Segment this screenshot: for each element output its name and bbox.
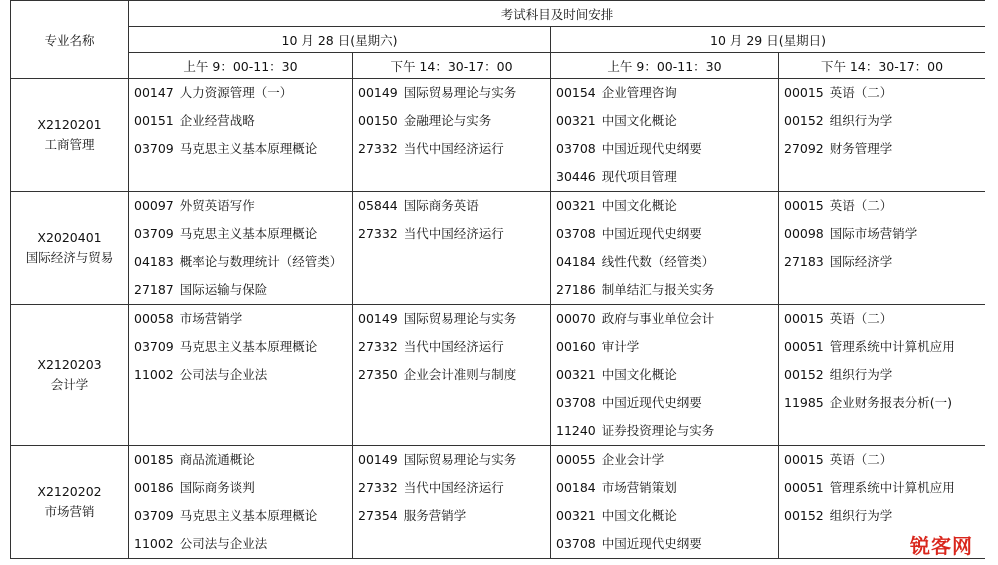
major-code: X2120201 [37, 117, 102, 132]
course-code: 00149 [358, 311, 398, 326]
course-item [784, 446, 985, 474]
course-cell-d2-pm [779, 79, 986, 192]
course-code: 00152 [784, 367, 824, 382]
course-item [556, 474, 778, 502]
course-name: 制单结汇与报关实务 [601, 282, 715, 297]
course-code: 00185 [134, 452, 174, 467]
course-code: 00152 [784, 508, 824, 523]
course-code: 03709 [134, 226, 174, 241]
course-name: 商品流通概论 [179, 452, 255, 467]
course-item [556, 135, 778, 163]
course-code: 00058 [134, 311, 174, 326]
session-header-oct29-pm: 下午 14：30-17：00 [779, 53, 986, 79]
course-code: 00098 [784, 226, 824, 241]
course-name: 市场营销策划 [601, 480, 677, 495]
course-name: 马克思主义基本原理概论 [179, 339, 318, 354]
course-name: 人力资源管理（一） [179, 85, 293, 100]
course-name: 英语（二） [829, 85, 893, 100]
course-name: 中国近现代史纲要 [601, 226, 702, 241]
course-item [784, 361, 985, 389]
course-name: 马克思主义基本原理概论 [179, 226, 318, 241]
course-code: 11240 [556, 423, 596, 438]
course-item [134, 248, 352, 276]
course-item [784, 248, 985, 276]
course-code: 03708 [556, 141, 596, 156]
course-name: 马克思主义基本原理概论 [179, 508, 318, 523]
course-cell-d2-am [551, 305, 779, 446]
major-row [11, 305, 986, 446]
course-cell-d1-am [129, 446, 353, 559]
course-code: 00152 [784, 113, 824, 128]
course-code: 00015 [784, 198, 824, 213]
course-item [556, 163, 778, 191]
course-item [556, 220, 778, 248]
course-code: 00154 [556, 85, 596, 100]
course-code: 11002 [134, 367, 174, 382]
course-code: 11985 [784, 395, 824, 410]
course-item [134, 474, 352, 502]
course-item [784, 333, 985, 361]
course-code: 03709 [134, 339, 174, 354]
course-name: 金融理论与实务 [403, 113, 492, 128]
course-cell-d2-am [551, 192, 779, 305]
course-name: 管理系统中计算机应用 [829, 480, 955, 495]
course-code: 00149 [358, 452, 398, 467]
course-code: 27332 [358, 141, 398, 156]
course-name: 企业会计准则与制度 [403, 367, 517, 382]
major-cell [11, 79, 129, 192]
course-cell-d1-pm [353, 192, 551, 305]
major-name: 工商管理 [44, 137, 95, 152]
course-code: 05844 [358, 198, 398, 213]
course-code: 27332 [358, 339, 398, 354]
course-code: 00186 [134, 480, 174, 495]
course-cell-d1-am [129, 305, 353, 446]
course-code: 27186 [556, 282, 596, 297]
course-name: 证券投资理论与实务 [601, 423, 715, 438]
course-code: 04184 [556, 254, 596, 269]
course-code: 11002 [134, 536, 174, 551]
major-name-header: 专业名称 [11, 1, 129, 79]
course-item [134, 192, 352, 220]
exam-schedule-sheet [10, 0, 985, 565]
course-name: 公司法与企业法 [179, 536, 268, 551]
course-item [358, 333, 550, 361]
course-name: 中国文化概论 [601, 508, 677, 523]
course-code: 00321 [556, 508, 596, 523]
course-item [358, 474, 550, 502]
course-name: 企业管理咨询 [601, 85, 677, 100]
course-item [358, 502, 550, 530]
course-item [784, 135, 985, 163]
major-cell [11, 305, 129, 446]
course-name: 国际经济学 [829, 254, 893, 269]
course-code: 03708 [556, 395, 596, 410]
course-item [784, 502, 985, 530]
major-code: X2120202 [37, 484, 102, 499]
course-item [556, 333, 778, 361]
course-name: 马克思主义基本原理概论 [179, 141, 318, 156]
course-name: 当代中国经济运行 [403, 339, 504, 354]
course-code: 00151 [134, 113, 174, 128]
course-name: 财务管理学 [829, 141, 893, 156]
course-item [556, 361, 778, 389]
course-code: 00149 [358, 85, 398, 100]
major-cell [11, 192, 129, 305]
course-name: 国际贸易理论与实务 [403, 311, 517, 326]
major-row [11, 446, 986, 559]
course-code: 27183 [784, 254, 824, 269]
course-item [556, 107, 778, 135]
course-name: 国际市场营销学 [829, 226, 918, 241]
course-item [134, 220, 352, 248]
course-item [556, 530, 778, 558]
course-name: 公司法与企业法 [179, 367, 268, 382]
course-item [556, 305, 778, 333]
course-item [134, 135, 352, 163]
course-item [784, 79, 985, 107]
course-code: 00015 [784, 311, 824, 326]
course-code: 00051 [784, 480, 824, 495]
course-code: 00150 [358, 113, 398, 128]
schedule-title: 考试科目及时间安排 [129, 1, 986, 27]
major-name: 市场营销 [44, 504, 95, 519]
course-code: 03709 [134, 508, 174, 523]
course-name: 英语（二） [829, 452, 893, 467]
course-code: 00070 [556, 311, 596, 326]
course-code: 27332 [358, 226, 398, 241]
course-item [134, 305, 352, 333]
course-item [358, 107, 550, 135]
course-item [134, 276, 352, 304]
watermark-logo: 锐客网 [910, 534, 973, 558]
course-code: 27350 [358, 367, 398, 382]
course-name: 管理系统中计算机应用 [829, 339, 955, 354]
course-name: 中国文化概论 [601, 367, 677, 382]
course-cell-d2-am [551, 79, 779, 192]
course-name: 中国近现代史纲要 [601, 536, 702, 551]
course-code: 00160 [556, 339, 596, 354]
course-name: 概率论与数理统计（经管类） [179, 254, 343, 269]
course-item [358, 361, 550, 389]
course-name: 服务营销学 [403, 508, 467, 523]
course-item [358, 220, 550, 248]
course-name: 线性代数（经管类） [601, 254, 715, 269]
course-item [134, 446, 352, 474]
course-item [134, 107, 352, 135]
course-name: 现代项目管理 [601, 169, 677, 184]
course-cell-d2-pm [779, 305, 986, 446]
course-code: 03708 [556, 226, 596, 241]
course-code: 27332 [358, 480, 398, 495]
course-name: 国际商务谈判 [179, 480, 255, 495]
course-cell-d1-am [129, 79, 353, 192]
course-name: 组织行为学 [829, 508, 893, 523]
course-code: 00051 [784, 339, 824, 354]
course-cell-d1-pm [353, 79, 551, 192]
day-header-oct28: 10 月 28 日(星期六) [129, 27, 551, 53]
course-item [556, 248, 778, 276]
major-name: 会计学 [50, 377, 89, 392]
course-name: 外贸英语写作 [179, 198, 255, 213]
course-name: 审计学 [601, 339, 640, 354]
course-item [358, 135, 550, 163]
course-code: 27354 [358, 508, 398, 523]
course-cell-d1-pm [353, 305, 551, 446]
course-code: 00015 [784, 85, 824, 100]
course-cell-d1-am [129, 192, 353, 305]
course-item [134, 79, 352, 107]
course-item [134, 333, 352, 361]
course-item [134, 361, 352, 389]
course-item [556, 79, 778, 107]
exam-schedule-table [10, 0, 985, 559]
course-name: 市场营销学 [179, 311, 243, 326]
course-item [358, 305, 550, 333]
course-item [556, 502, 778, 530]
course-item [784, 474, 985, 502]
course-item [358, 192, 550, 220]
session-header-oct29-am: 上午 9：00-11：30 [551, 53, 779, 79]
major-code: X2120203 [37, 357, 102, 372]
course-item [556, 446, 778, 474]
course-cell-d2-am [551, 446, 779, 559]
course-item [784, 220, 985, 248]
course-item [358, 446, 550, 474]
course-name: 当代中国经济运行 [403, 141, 504, 156]
course-name: 国际商务英语 [403, 198, 479, 213]
course-name: 当代中国经济运行 [403, 226, 504, 241]
course-item [556, 389, 778, 417]
course-name: 中国文化概论 [601, 198, 677, 213]
course-name: 中国近现代史纲要 [601, 395, 702, 410]
major-name: 国际经济与贸易 [25, 250, 114, 265]
course-item [784, 192, 985, 220]
major-cell [11, 446, 129, 559]
course-item [134, 502, 352, 530]
course-item [556, 276, 778, 304]
course-name: 国际贸易理论与实务 [403, 452, 517, 467]
course-name: 组织行为学 [829, 113, 893, 128]
course-item [358, 79, 550, 107]
course-code: 00015 [784, 452, 824, 467]
course-name: 企业会计学 [601, 452, 665, 467]
course-code: 27187 [134, 282, 174, 297]
day-header-oct29: 10 月 29 日(星期日) [551, 27, 986, 53]
course-cell-d1-pm [353, 446, 551, 559]
course-name: 国际运输与保险 [179, 282, 268, 297]
course-item [784, 305, 985, 333]
course-code: 00321 [556, 367, 596, 382]
course-code: 27092 [784, 141, 824, 156]
course-item [556, 192, 778, 220]
course-item [134, 530, 352, 558]
major-row [11, 79, 986, 192]
course-code: 03709 [134, 141, 174, 156]
course-code: 30446 [556, 169, 596, 184]
course-name: 政府与事业单位会计 [601, 311, 715, 326]
course-code: 00321 [556, 198, 596, 213]
session-header-oct28-pm: 下午 14：30-17：00 [353, 53, 551, 79]
major-row [11, 192, 986, 305]
course-name: 企业经营战略 [179, 113, 255, 128]
course-code: 04183 [134, 254, 174, 269]
major-code: X2020401 [37, 230, 102, 245]
course-name: 当代中国经济运行 [403, 480, 504, 495]
course-code: 00184 [556, 480, 596, 495]
course-code: 00097 [134, 198, 174, 213]
course-item [556, 417, 778, 445]
schedule-body [11, 79, 986, 559]
course-name: 英语（二） [829, 311, 893, 326]
course-name: 国际贸易理论与实务 [403, 85, 517, 100]
course-code: 00147 [134, 85, 174, 100]
course-code: 03708 [556, 536, 596, 551]
course-cell-d2-pm [779, 192, 986, 305]
course-code: 00055 [556, 452, 596, 467]
course-code: 00321 [556, 113, 596, 128]
session-header-oct28-am: 上午 9：00-11：30 [129, 53, 353, 79]
course-name: 中国近现代史纲要 [601, 141, 702, 156]
course-item [784, 389, 985, 417]
course-name: 中国文化概论 [601, 113, 677, 128]
course-item [784, 107, 985, 135]
course-name: 企业财务报表分析(一) [829, 395, 953, 410]
course-name: 组织行为学 [829, 367, 893, 382]
course-name: 英语（二） [829, 198, 893, 213]
